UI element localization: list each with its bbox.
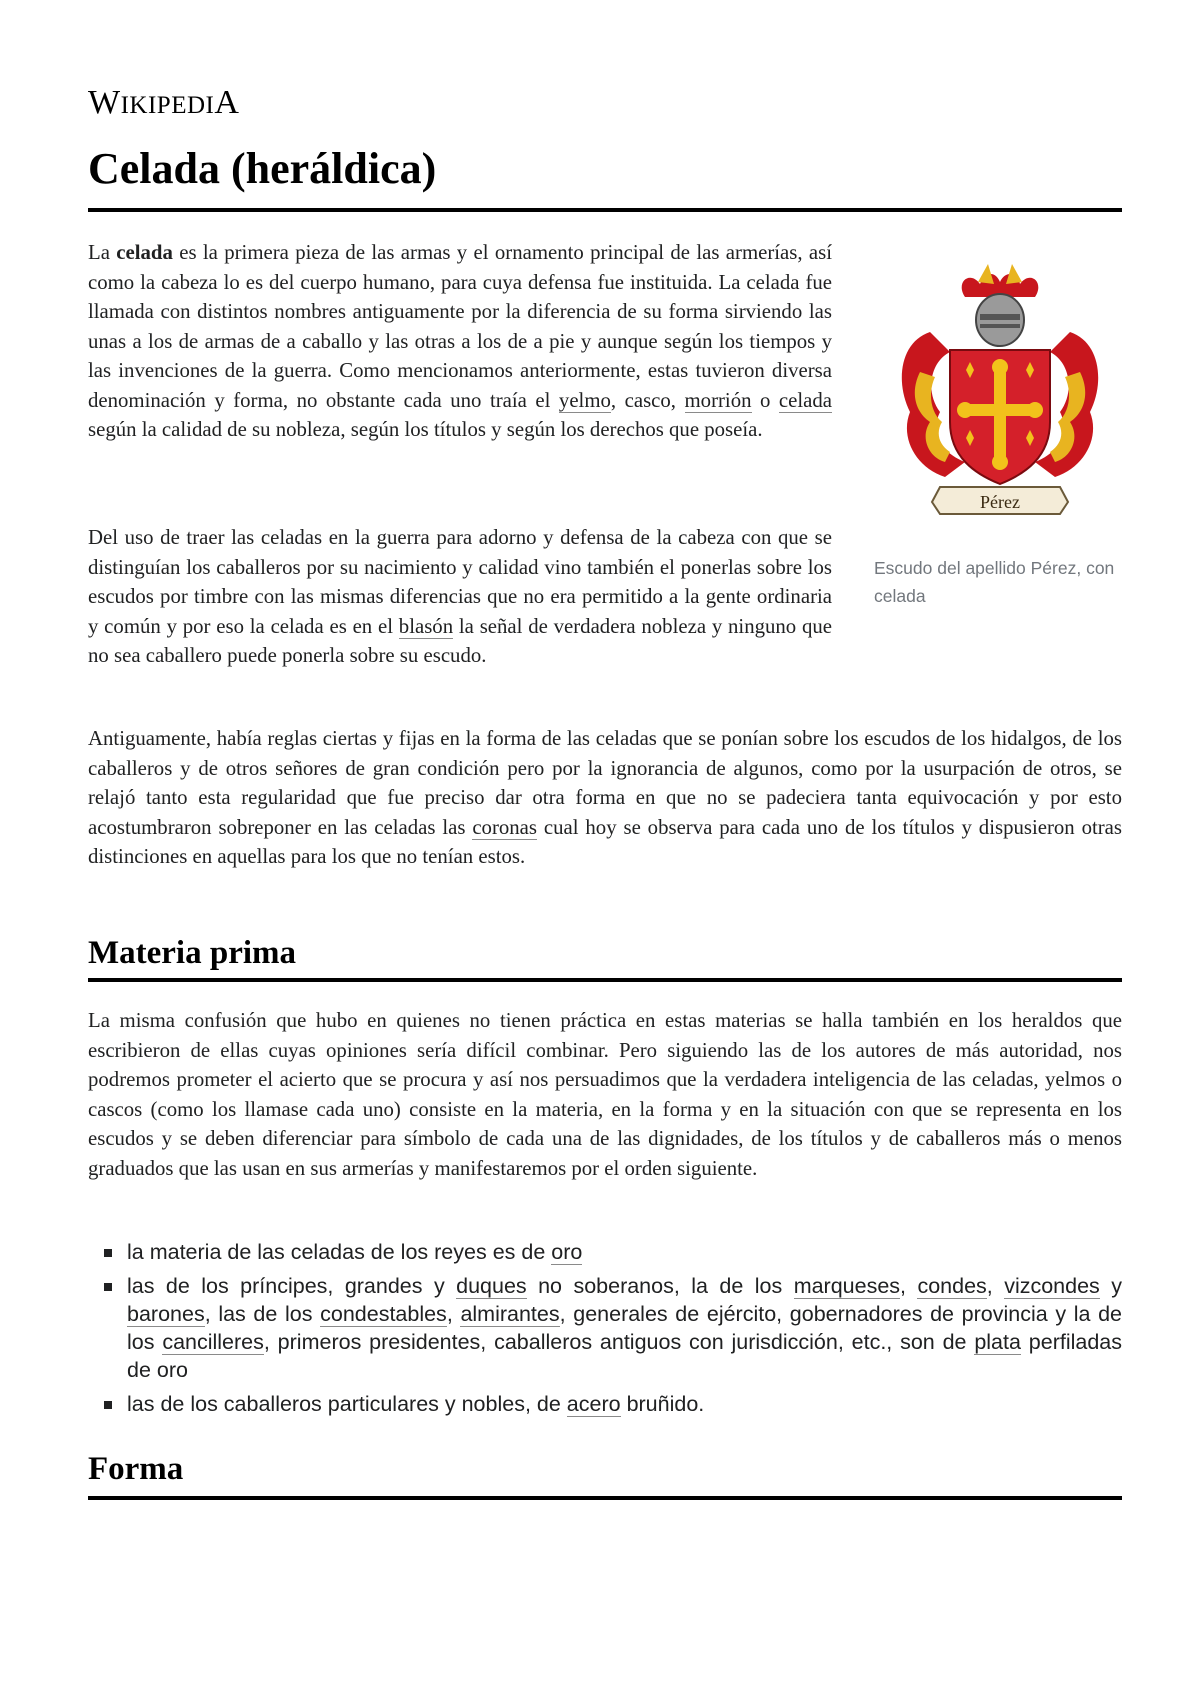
list-text: perfiladas de oro xyxy=(127,1330,1122,1382)
link-condestables[interactable]: condestables xyxy=(320,1302,447,1326)
logo-letters-ikipedi: IKIPEDI xyxy=(120,92,215,119)
paragraph-3 xyxy=(88,724,1122,872)
list-text: , generales de ejército, gobernadores de provincia y la de los xyxy=(127,1302,1123,1354)
section-underline-1 xyxy=(88,978,1122,982)
link-vizcondes[interactable]: vizcondes xyxy=(1004,1274,1100,1298)
list-text: , xyxy=(446,1302,461,1326)
link-marqueses[interactable]: marqueses xyxy=(793,1274,901,1298)
link-morrion[interactable]: morrión xyxy=(684,388,752,412)
list-item xyxy=(88,1272,1122,1384)
paragraph-materia-prima xyxy=(88,1006,1122,1183)
section-heading-forma: Forma xyxy=(88,1451,184,1487)
section-underline-2 xyxy=(88,1496,1122,1500)
p3-text-2: cual hoy se observa para cada uno de los títulos y dispusieron otras distinciones en aquellas para los que no tenían estos. xyxy=(88,815,1122,868)
p1-bold-term: celada xyxy=(116,241,173,264)
list-text: las de los príncipes, grandes y xyxy=(127,1274,457,1298)
section-heading-materia-prima: Materia prima xyxy=(88,935,297,971)
list-text: , xyxy=(900,1274,918,1298)
link-plata[interactable]: plata xyxy=(974,1330,1021,1354)
page-title: Celada (heráldica) xyxy=(88,144,437,193)
list-text: la materia de las celadas de los reyes es de xyxy=(127,1240,552,1264)
list-text: , las de los xyxy=(204,1302,321,1326)
p1-text-5: según la calidad de su nobleza, según los títulos y según los derechos que poseía. xyxy=(88,418,763,441)
coat-of-arms-figure xyxy=(870,262,1130,527)
p1-text-3: , casco, xyxy=(610,388,685,412)
link-condes[interactable]: condes xyxy=(917,1274,987,1298)
paragraph-2 xyxy=(88,523,832,671)
list-item xyxy=(88,1238,1122,1266)
list-text: y xyxy=(1099,1274,1122,1298)
list-text: , xyxy=(986,1274,1005,1298)
link-acero[interactable]: acero xyxy=(566,1392,621,1416)
logo-letter-a: A xyxy=(214,84,240,121)
title-underline xyxy=(88,208,1122,212)
link-blason[interactable]: blasón xyxy=(398,614,454,638)
figure-caption: Escudo del apellido Pérez, con celada xyxy=(874,558,1115,606)
materia-list xyxy=(88,1238,1122,1424)
list-text: , primeros presidentes, caballeros antiguos con jurisdicción, etc., son de xyxy=(263,1330,975,1354)
link-cancilleres[interactable]: cancilleres xyxy=(162,1330,264,1354)
link-oro[interactable]: oro xyxy=(551,1240,583,1264)
p3-text-1: Antiguamente, había reglas ciertas y fijas en la forma de las celadas que se ponían sobre los escudos de los hidalgos, de los caballeros y de otros señores de gran condición pero por la ignorancia de algunos, como por la usurpación de otros, se relajó tanto esta regularidad que fue preciso dar otra forma en que no se padeciera tanta equivocación y por esto acostumbraron sobreponer en las celadas las xyxy=(88,727,1122,839)
banner-text: Pérez xyxy=(980,492,1020,512)
link-yelmo[interactable]: yelmo xyxy=(558,388,611,412)
p1-text-4: o xyxy=(751,388,779,412)
link-almirantes[interactable]: almirantes xyxy=(460,1302,560,1326)
list-item xyxy=(88,1390,1122,1418)
list-text: no soberanos, la de los xyxy=(526,1274,794,1298)
link-barones[interactable]: barones xyxy=(127,1302,205,1326)
list-text: bruñido. xyxy=(620,1392,705,1416)
p2-text-2: la señal de verdadera nobleza y ninguno que no sea caballero puede ponerla sobre su escudo. xyxy=(88,614,833,667)
logo-letter-w: W xyxy=(88,84,121,121)
materia-prima-text: La misma confusión que hubo en quienes no tienen práctica en estas materias se halla también en los heraldos que escribieron de ellas cuyas opiniones sería difícil combinar. Pero siguiendo las de los autores de más autoridad, nos podremos prometer el acierto que se procura y así nos persuadimos que la verdadera inteligencia de las celadas, yelmos o cascos (como los llamase cada uno) consiste en la materia, en la forma y en la situación con que se representa en los escudos y se deben diferenciar para símbolo de cada una de las dignidades, de los títulos y de caballeros más o menos graduados que las usan en sus armerías y manifestaremos por el orden siguiente. xyxy=(88,1009,1122,1180)
link-celada[interactable]: celada xyxy=(778,388,833,412)
list-text: las de los caballeros particulares y nobles, de xyxy=(127,1392,567,1416)
p1-text-2: es la primera pieza de las armas y el ornamento principal de las armerías, así como la cabeza lo es del cuerpo humano, para cuya defensa fue instituida. La celada fue llamada con distintos nombres antiguamente por la diferencia de su forma sirviendo las unas a los de armas de a caballo y las otras a los de a pie y aunque según los tiempos y las invenciones de la guerra. Como mencionamos anteriormente, estas tuvieron diversa denominación y forma, no obstante cada uno traía el xyxy=(88,241,833,412)
wikipedia-logo[interactable] xyxy=(88,84,239,122)
paragraph-1 xyxy=(88,238,832,445)
coat-of-arms-image[interactable] xyxy=(870,262,1130,522)
link-duques[interactable]: duques xyxy=(456,1274,527,1298)
p2-text-1: Del uso de traer las celadas en la guerra para adorno y defensa de la cabeza con que se distinguían los caballeros por su nacimiento y calidad vino también el ponerlas sobre los escudos por timbre con las mismas diferencias que no era permitido a la gente ordinaria y común y por eso la celada es en el xyxy=(88,526,832,638)
p1-text-1: La xyxy=(88,241,117,264)
link-coronas[interactable]: coronas xyxy=(472,815,537,839)
